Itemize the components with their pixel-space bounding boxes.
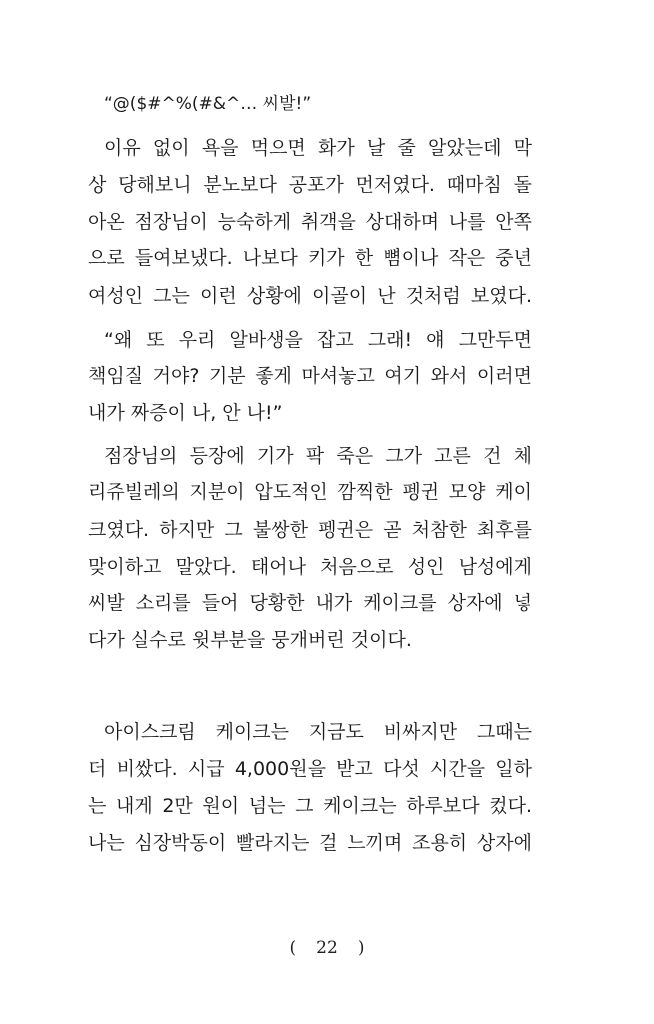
text-line: 는 내게 2만 원이 넘는 그 케이크는 하루보다 컸다.	[88, 795, 532, 817]
text-line: “@($#^%(#&^… 씨발!”	[104, 94, 312, 114]
text-line: 상 당해보니 분노보다 공포가 먼저였다. 때마침 돌	[88, 174, 532, 196]
text-line: 이유 없이 욕을 먹으면 화가 날 줄 알았는데 막	[104, 137, 532, 159]
text-line: “왜 또 우리 알바생을 잡고 그래! 얘 그만두면	[104, 329, 532, 351]
text-line: 내가 짜증이 나, 안 나!”	[88, 402, 283, 424]
text-line: 더 비쌌다. 시급 4,000원을 받고 다섯 시간을 일하	[88, 758, 532, 780]
text-line: 크였다. 하지만 그 불쌍한 펭귄은 곧 처참한 최후를	[88, 519, 532, 541]
text-line: 여성인 그는 이런 상황에 이골이 난 것처럼 보였다.	[88, 285, 532, 307]
text-line: 점장님의 등장에 기가 팍 죽은 그가 고른 건 체	[104, 445, 532, 467]
text-line: 책임질 거야? 기분 좋게 마셔놓고 여기 와서 이러면	[88, 365, 532, 387]
text-line: 다가 실수로 윗부분을 뭉개버린 것이다.	[88, 629, 412, 651]
page-number-value: 22	[316, 938, 338, 958]
text-line: 나는 심장박동이 빨라지는 걸 느끼며 조용히 상자에	[88, 832, 532, 854]
page-number-close-paren: )	[357, 938, 365, 958]
text-line: 맞이하고 말았다. 태어나 처음으로 성인 남성에게	[88, 556, 532, 578]
text-line: 아온 점장님이 능숙하게 취객을 상대하며 나를 안쪽	[88, 211, 532, 233]
text-line: 으로 들여보냈다. 나보다 키가 한 뼘이나 작은 중년	[88, 247, 532, 269]
text-line: 씨발 소리를 들어 당황한 내가 케이크를 상자에 넣	[88, 592, 532, 614]
page-number	[0, 938, 654, 958]
text-line: 아이스크림 케이크는 지금도 비싸지만 그때는	[104, 721, 532, 743]
page-number-open-paren: (	[289, 938, 297, 958]
text-line: 리쥬빌레의 지분이 압도적인 깜찍한 펭귄 모양 케이	[88, 481, 532, 503]
